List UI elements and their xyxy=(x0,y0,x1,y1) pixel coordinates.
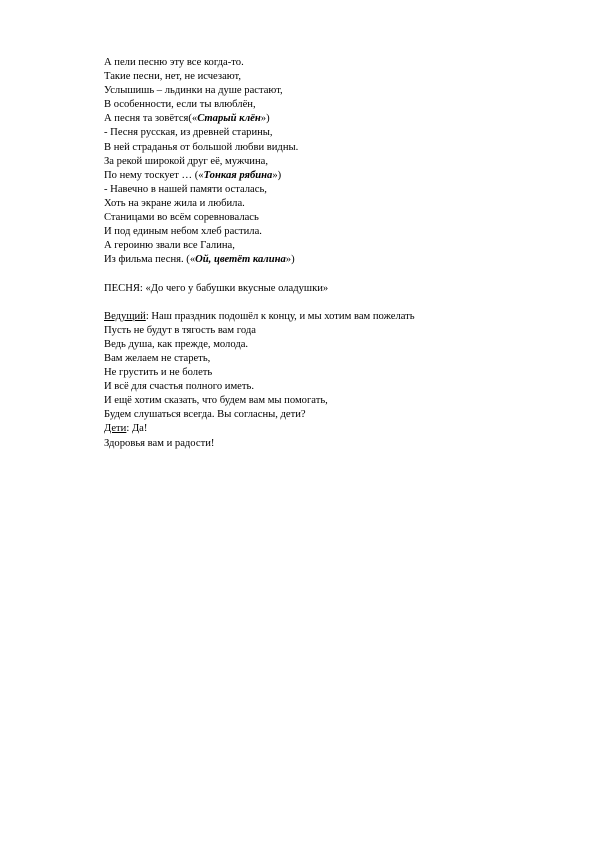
poem-line: Услышишь – льдинки на душе растают, xyxy=(104,85,283,97)
host-line: Пусть не будут в тягость вам года xyxy=(104,324,256,336)
host-line: И ещё хотим сказать, что будем вам мы помогать, xyxy=(104,395,328,407)
host-line: Ведь душа, как прежде, молода. xyxy=(104,338,249,350)
poem-line-text: Из фильма песня. (« xyxy=(104,254,196,266)
host-line: И всё для счастья полного иметь. xyxy=(104,381,254,393)
song-title: Тонкая рябина xyxy=(203,169,273,181)
poem-line: А пели песню эту все когда-то. xyxy=(104,57,244,68)
host-lines-block xyxy=(104,324,544,423)
poem-line-text: ») xyxy=(272,169,282,181)
poem-block xyxy=(104,56,544,267)
poem-line: За рекой широкой друг её, мужчина, xyxy=(104,155,268,167)
poem-line: Хоть на экране жила и любила. xyxy=(104,197,245,209)
poem-line xyxy=(104,112,544,126)
kids-line xyxy=(104,422,544,436)
closing-line: Здоровья вам и радости! xyxy=(104,437,215,449)
poem-line: В ней страданья от большой любви видны. xyxy=(104,141,299,153)
poem-line-text: По нему тоскует … (« xyxy=(104,169,204,181)
poem-line: Станицами во всём соревновалась xyxy=(104,212,259,224)
poem-line: - Навечно в нашей памяти осталась, xyxy=(104,183,267,195)
host-line: Вам желаем не стареть, xyxy=(104,352,211,364)
poem-line-text: А песня та зовётся(« xyxy=(104,113,198,125)
host-line: Не грустить и не болеть xyxy=(104,367,213,379)
poem-line: Такие песни, нет, не исчезают, xyxy=(104,71,242,83)
kids-line-text: : Да! xyxy=(126,423,148,435)
song-line: ПЕСНЯ: «До чего у бабушки вкусные оладушки» xyxy=(104,282,329,294)
poem-line: И под единым небом хлеб растила. xyxy=(104,226,262,238)
poem-line xyxy=(104,253,544,267)
poem-line: - Песня русская, из древней старины, xyxy=(104,127,273,139)
poem-line: В особенности, если ты влюблён, xyxy=(104,99,256,111)
song-title: Старый клён xyxy=(197,113,261,125)
poem-line-text: ») xyxy=(285,254,295,266)
poem-line: А героиню звали все Галина, xyxy=(104,240,235,252)
host-label: Ведущий xyxy=(104,310,146,322)
poem-line-text: ») xyxy=(260,113,270,125)
paragraph-spacer xyxy=(104,267,544,281)
poem-line xyxy=(104,169,544,183)
kids-label: Дети xyxy=(104,423,127,435)
song-title: Ой, цветёт калина xyxy=(195,254,286,266)
paragraph-spacer xyxy=(104,296,544,310)
host-line-text: : Наш праздник подошёл к концу, и мы хотим вам пожелать xyxy=(145,310,415,322)
document-body xyxy=(104,56,544,451)
host-line xyxy=(104,310,544,324)
host-line: Будем слушаться всегда. Вы согласны, дети? xyxy=(104,409,306,421)
